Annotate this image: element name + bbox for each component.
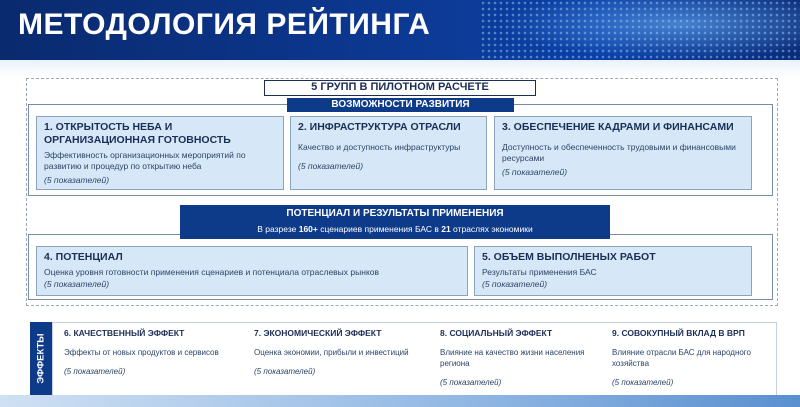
card-indicator-count: (5 показателей) — [502, 167, 568, 177]
card-indicator-count: (5 показателей) — [298, 161, 364, 171]
potential-header — [180, 205, 610, 239]
card-title: 5. ОБЪЕМ ВЫПОЛНЕНЫХ РАБОТ — [482, 251, 656, 263]
effect-description: Влияние отрасли БАС для народного хозяйства — [612, 348, 751, 368]
card-description: Результаты применения БАС — [482, 267, 597, 277]
card-title: 1. ОТКРЫТОСТЬ НЕБА И ОРГАНИЗАЦИОННАЯ ГОТОВНОСТЬ — [44, 121, 231, 146]
bottom-decorative-band — [0, 395, 800, 407]
scope-suffix: отраслях экономики — [450, 224, 533, 234]
card-description: Оценка уровня готовности применения сценариев и потенциала отраслевых рынков — [44, 267, 379, 277]
effect-description: Эффекты от новых продуктов и сервисов — [64, 348, 219, 357]
scope-prefix: В разрезе — [257, 224, 299, 234]
potential-scope-line — [180, 224, 610, 234]
effect-item-qualitative — [64, 328, 244, 377]
groups-count-label: 5 ГРУПП В ПИЛОТНОМ РАСЧЕТЕ — [264, 80, 536, 96]
header-banner — [0, 0, 800, 60]
industry-count: 21 — [441, 224, 451, 234]
group-card-potential — [36, 246, 468, 296]
card-description: Доступность и обеспеченность трудовыми и финансовыми ресурсами — [502, 142, 736, 163]
group-card-staff-finance — [494, 116, 752, 190]
card-description: Эффективность организационных мероприятий по развитию и процедур по открытию неба — [44, 150, 246, 171]
scenario-count: 160+ — [298, 224, 318, 234]
group-card-work-volume — [474, 246, 752, 296]
card-indicator-count: (5 показателей) — [482, 279, 548, 289]
effect-indicator-count: (5 показателей) — [254, 367, 316, 376]
effect-title: 9. СОВОКУПНЫЙ ВКЛАД В ВРП — [612, 328, 745, 338]
effect-item-grp-contribution — [612, 328, 772, 388]
effect-item-economic — [254, 328, 434, 377]
effect-title: 8. СОЦИАЛЬНЫЙ ЭФФЕКТ — [440, 328, 553, 338]
effect-title: 6. КАЧЕСТВЕННЫЙ ЭФФЕКТ — [64, 328, 185, 338]
effects-label: ЭФФЕКТЫ — [35, 333, 47, 384]
page-title: МЕТОДОЛОГИЯ РЕЙТИНГА — [18, 8, 431, 41]
header-dot-pattern — [480, 0, 800, 60]
group-card-sky-openness — [36, 116, 284, 190]
scope-middle: сценариев применения БАС в — [317, 224, 442, 234]
effect-indicator-count: (5 показателей) — [612, 378, 674, 387]
potential-title: ПОТЕНЦИАЛ И РЕЗУЛЬТАТЫ ПРИМЕНЕНИЯ — [286, 208, 504, 219]
card-title: 2. ИНФРАСТРУКТУРА ОТРАСЛИ — [298, 121, 461, 133]
card-title: 4. ПОТЕНЦИАЛ — [44, 251, 123, 263]
effect-indicator-count: (5 показателей) — [440, 378, 502, 387]
group-card-infrastructure — [290, 116, 487, 190]
effect-item-social — [440, 328, 600, 388]
card-indicator-count: (5 показателей) — [44, 175, 110, 185]
card-description: Качество и доступность инфраструктуры — [298, 142, 461, 152]
card-indicator-count: (5 показателей) — [44, 279, 110, 289]
background-strip — [0, 60, 800, 78]
effect-description: Влияние на качество жизни населения региона — [440, 348, 585, 368]
effect-indicator-count: (5 показателей) — [64, 367, 126, 376]
development-header: ВОЗМОЖНОСТИ РАЗВИТИЯ — [287, 98, 514, 112]
effect-description: Оценка экономии, прибыли и инвестиций — [254, 348, 409, 357]
effects-tab — [30, 322, 52, 398]
effect-title: 7. ЭКОНОМИЧЕСКИЙ ЭФФЕКТ — [254, 328, 382, 338]
card-title: 3. ОБЕСПЕЧЕНИЕ КАДРАМИ И ФИНАНСАМИ — [502, 121, 734, 133]
